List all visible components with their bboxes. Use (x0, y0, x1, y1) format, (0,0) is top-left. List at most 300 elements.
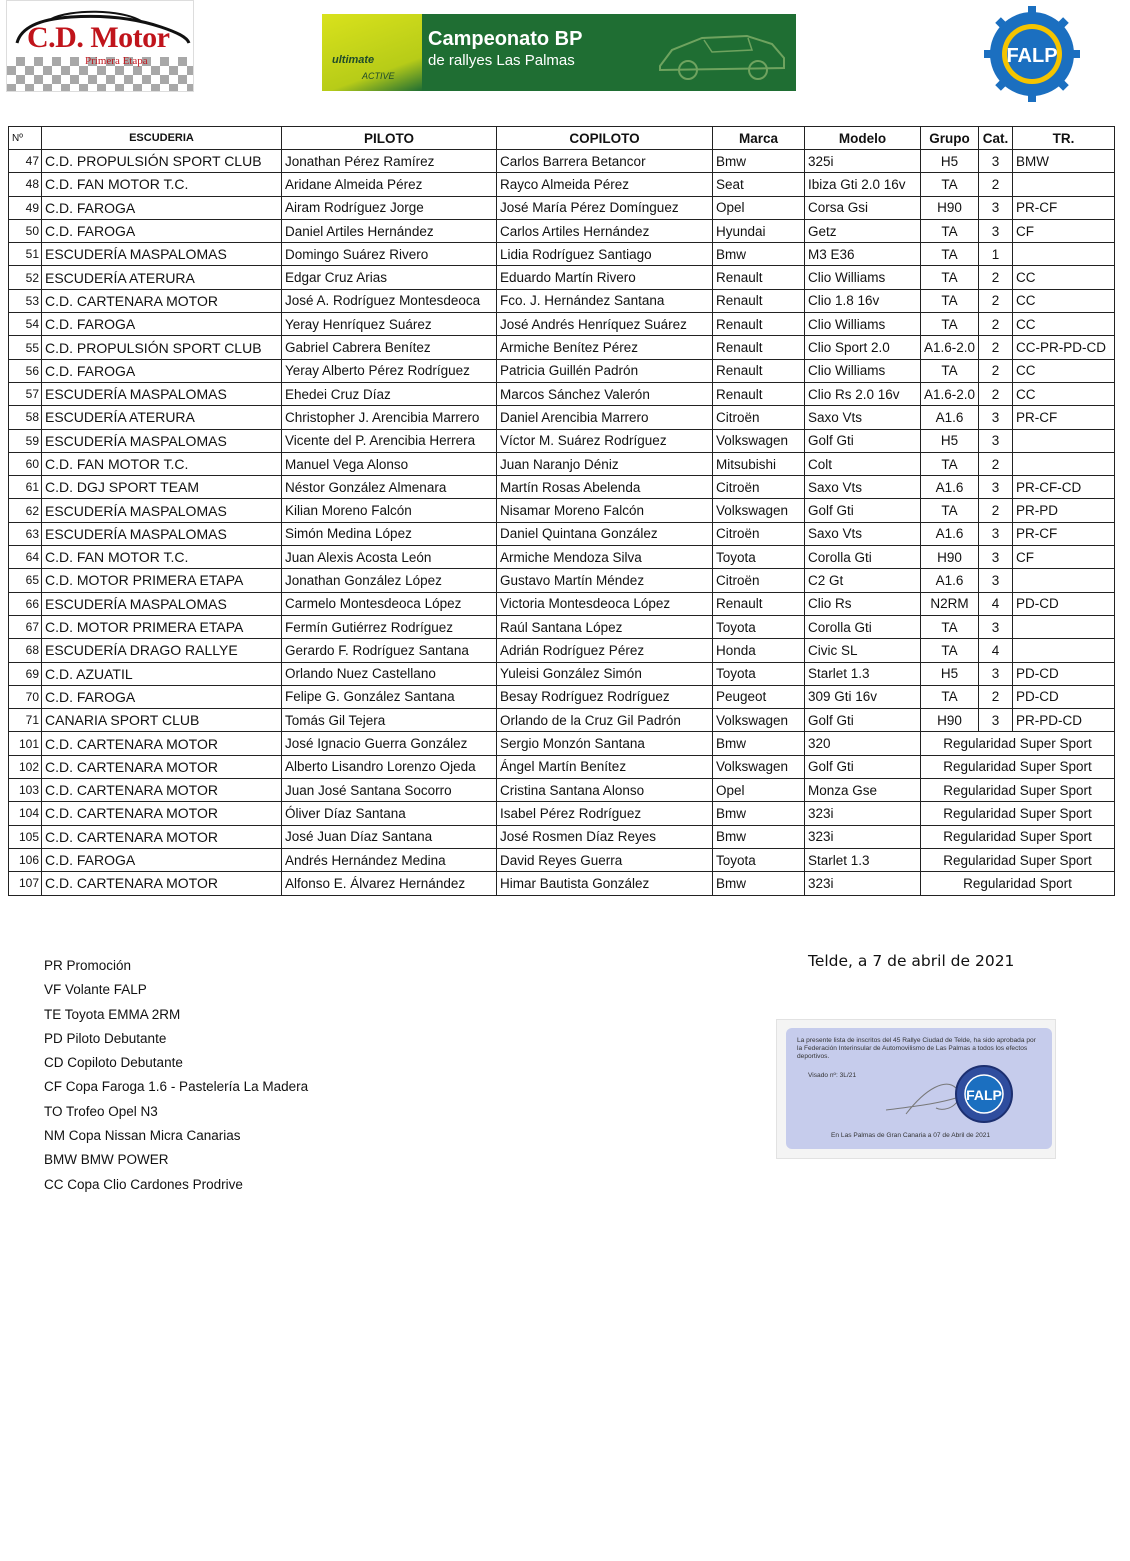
cell-number: 106 (9, 848, 42, 871)
cell-number: 52 (9, 266, 42, 289)
cell-grupo: A1.6 (921, 406, 979, 429)
cell-number: 101 (9, 732, 42, 755)
cell-number: 63 (9, 522, 42, 545)
cell-piloto: Andrés Hernández Medina (282, 848, 497, 871)
cell-escuderia: C.D. FAROGA (42, 196, 282, 219)
cell-copiloto: Adrián Rodríguez Pérez (497, 639, 713, 662)
cell-number: 107 (9, 872, 42, 895)
legend-item: CF Copa Faroga 1.6 - Pastelería La Madera (44, 1079, 309, 1095)
cell-tr: CF (1013, 546, 1115, 569)
cell-marca: Bmw (713, 872, 805, 895)
cell-number: 59 (9, 429, 42, 452)
table-row (9, 779, 1115, 802)
cell-piloto: Felipe G. González Santana (282, 685, 497, 708)
cell-cat: 3 (979, 662, 1013, 685)
cell-grupo: H5 (921, 429, 979, 452)
legend-item: BMW BMW POWER (44, 1152, 169, 1168)
table-row (9, 359, 1115, 382)
cell-grupo: TA (921, 243, 979, 266)
cell-copiloto: Lidia Rodríguez Santiago (497, 243, 713, 266)
col-header-tr: TR. (1013, 127, 1115, 150)
cell-piloto: Ehedei Cruz Díaz (282, 382, 497, 405)
col-header-number: Nº (9, 127, 42, 150)
legend-item: PD Piloto Debutante (44, 1030, 167, 1046)
cell-tr: CC (1013, 382, 1115, 405)
cell-copiloto: Juan Naranjo Déniz (497, 452, 713, 475)
cell-grupo: TA (921, 266, 979, 289)
col-header-cat: Cat. (979, 127, 1013, 150)
cell-copiloto: Patricia Guillén Padrón (497, 359, 713, 382)
cell-piloto: Daniel Artiles Hernández (282, 219, 497, 242)
cell-cat: 2 (979, 382, 1013, 405)
table-row (9, 219, 1115, 242)
cell-marca: Bmw (713, 825, 805, 848)
table-row (9, 825, 1115, 848)
cell-copiloto: Víctor M. Suárez Rodríguez (497, 429, 713, 452)
cell-copiloto: José Rosmen Díaz Reyes (497, 825, 713, 848)
cell-modelo: Golf Gti (805, 755, 921, 778)
cell-modelo: Monza Gse (805, 779, 921, 802)
cell-copiloto: Ángel Martín Benítez (497, 755, 713, 778)
cell-escuderia: C.D. AZUATIL (42, 662, 282, 685)
table-row (9, 452, 1115, 475)
cell-escuderia: ESCUDERÍA MASPALOMAS (42, 499, 282, 522)
cell-marca: Volkswagen (713, 499, 805, 522)
cell-piloto: Simón Medina López (282, 522, 497, 545)
cell-tr (1013, 429, 1115, 452)
cell-modelo: Ibiza Gti 2.0 16v (805, 173, 921, 196)
cell-escuderia: C.D. CARTENARA MOTOR (42, 289, 282, 312)
cell-modelo: C2 Gt (805, 569, 921, 592)
cell-marca: Opel (713, 196, 805, 219)
cell-escuderia: C.D. FAROGA (42, 685, 282, 708)
cell-modelo: Starlet 1.3 (805, 662, 921, 685)
cell-escuderia: ESCUDERÍA MASPALOMAS (42, 429, 282, 452)
cell-escuderia: ESCUDERÍA ATERURA (42, 266, 282, 289)
cell-piloto: Orlando Nuez Castellano (282, 662, 497, 685)
cell-tr (1013, 243, 1115, 266)
cell-marca: Toyota (713, 546, 805, 569)
cell-marca: Hyundai (713, 219, 805, 242)
cell-tr (1013, 615, 1115, 638)
cell-copiloto: Rayco Almeida Pérez (497, 173, 713, 196)
cell-number: 55 (9, 336, 42, 359)
cell-regularidad: Regularidad Super Sport (921, 802, 1115, 825)
cell-escuderia: C.D. CARTENARA MOTOR (42, 779, 282, 802)
cell-escuderia: C.D. CARTENARA MOTOR (42, 825, 282, 848)
cell-marca: Mitsubishi (713, 452, 805, 475)
legend-item: CD Copiloto Debutante (44, 1055, 183, 1071)
cell-grupo: TA (921, 219, 979, 242)
table-row (9, 848, 1115, 871)
cell-modelo: Golf Gti (805, 429, 921, 452)
cell-cat: 2 (979, 452, 1013, 475)
cell-copiloto: Carlos Barrera Betancor (497, 150, 713, 173)
cell-marca: Citroën (713, 522, 805, 545)
championship-banner (322, 14, 796, 91)
cell-modelo: Colt (805, 452, 921, 475)
legend-item: CC Copa Clio Cardones Prodrive (44, 1176, 243, 1192)
cell-regularidad: Regularidad Super Sport (921, 732, 1115, 755)
cell-cat: 2 (979, 359, 1013, 382)
cell-escuderia: C.D. PROPULSIÓN SPORT CLUB (42, 336, 282, 359)
cell-number: 57 (9, 382, 42, 405)
cell-number: 47 (9, 150, 42, 173)
cell-modelo: Clio Rs 2.0 16v (805, 382, 921, 405)
cell-tr (1013, 173, 1115, 196)
cell-piloto: Tomás Gil Tejera (282, 709, 497, 732)
cell-escuderia: ESCUDERÍA ATERURA (42, 406, 282, 429)
cell-number: 103 (9, 779, 42, 802)
cell-piloto: Juan José Santana Socorro (282, 779, 497, 802)
table-row (9, 569, 1115, 592)
cell-piloto: Manuel Vega Alonso (282, 452, 497, 475)
col-header-escuderia: ESCUDERIA (42, 127, 282, 150)
cell-marca: Bmw (713, 802, 805, 825)
cell-modelo: Starlet 1.3 (805, 848, 921, 871)
cell-cat: 2 (979, 685, 1013, 708)
cell-cat: 2 (979, 173, 1013, 196)
seal-text: FALP (966, 1087, 1002, 1103)
cell-number: 70 (9, 685, 42, 708)
cell-modelo: 323i (805, 872, 921, 895)
cell-copiloto: Marcos Sánchez Valerón (497, 382, 713, 405)
cell-piloto: Airam Rodríguez Jorge (282, 196, 497, 219)
cell-copiloto: Victoria Montesdeoca López (497, 592, 713, 615)
col-header-modelo: Modelo (805, 127, 921, 150)
cell-cat: 2 (979, 289, 1013, 312)
table-row (9, 429, 1115, 452)
cell-marca: Toyota (713, 615, 805, 638)
cell-grupo: TA (921, 289, 979, 312)
cell-tr: PR-CF-CD (1013, 476, 1115, 499)
falp-federation-logo (984, 6, 1080, 102)
cell-copiloto: Cristina Santana Alonso (497, 779, 713, 802)
cell-number: 51 (9, 243, 42, 266)
cell-number: 48 (9, 173, 42, 196)
cell-grupo: A1.6 (921, 522, 979, 545)
signature-seal-icon (886, 1058, 1016, 1128)
table-row (9, 546, 1115, 569)
cell-cat: 2 (979, 266, 1013, 289)
table-row (9, 639, 1115, 662)
table-row (9, 872, 1115, 895)
cell-number: 68 (9, 639, 42, 662)
cell-tr: CC (1013, 359, 1115, 382)
cell-copiloto: Gustavo Martín Méndez (497, 569, 713, 592)
cell-piloto: Vicente del P. Arencibia Herrera (282, 429, 497, 452)
cell-piloto: Óliver Díaz Santana (282, 802, 497, 825)
cell-grupo: TA (921, 313, 979, 336)
banner-brand-sub: ACTIVE (362, 71, 395, 81)
cell-grupo: H90 (921, 709, 979, 732)
col-header-grupo: Grupo (921, 127, 979, 150)
cell-modelo: 309 Gti 16v (805, 685, 921, 708)
cell-marca: Volkswagen (713, 709, 805, 732)
cell-grupo: A1.6 (921, 569, 979, 592)
cell-escuderia: C.D. CARTENARA MOTOR (42, 732, 282, 755)
cell-copiloto: Daniel Arencibia Marrero (497, 406, 713, 429)
cell-escuderia: C.D. FAN MOTOR T.C. (42, 452, 282, 475)
cell-tr: PR-PD-CD (1013, 709, 1115, 732)
cell-copiloto: Eduardo Martín Rivero (497, 266, 713, 289)
cell-copiloto: Nisamar Moreno Falcón (497, 499, 713, 522)
cell-number: 64 (9, 546, 42, 569)
cell-cat: 3 (979, 196, 1013, 219)
cell-number: 53 (9, 289, 42, 312)
cell-marca: Opel (713, 779, 805, 802)
cell-modelo: Clio 1.8 16v (805, 289, 921, 312)
table-row (9, 150, 1115, 173)
legend-item: PR Promoción (44, 958, 132, 973)
cell-tr (1013, 569, 1115, 592)
cell-grupo: H5 (921, 662, 979, 685)
cell-escuderia: C.D. FAN MOTOR T.C. (42, 546, 282, 569)
col-header-marca: Marca (713, 127, 805, 150)
cell-marca: Seat (713, 173, 805, 196)
cell-cat: 2 (979, 313, 1013, 336)
cell-grupo: N2RM (921, 592, 979, 615)
cell-escuderia: C.D. CARTENARA MOTOR (42, 872, 282, 895)
cell-copiloto: Daniel Quintana González (497, 522, 713, 545)
table-row (9, 685, 1115, 708)
cell-grupo: A1.6-2.0 (921, 382, 979, 405)
rally-car-icon (652, 20, 792, 86)
cell-copiloto: Himar Bautista González (497, 872, 713, 895)
cell-modelo: 325i (805, 150, 921, 173)
cell-escuderia: ESCUDERÍA DRAGO RALLYE (42, 639, 282, 662)
cell-tr: PR-CF (1013, 196, 1115, 219)
cell-modelo: 323i (805, 825, 921, 848)
cell-marca: Renault (713, 592, 805, 615)
cell-modelo: Corolla Gti (805, 615, 921, 638)
stamp-footer: En Las Palmas de Gran Canaria a 07 de Abril de 2021 (831, 1132, 991, 1139)
cell-cat: 3 (979, 709, 1013, 732)
cell-marca: Volkswagen (713, 755, 805, 778)
cell-grupo: TA (921, 499, 979, 522)
abbreviation-legend (44, 954, 308, 1197)
club-logo-subtitle: Primera Etapa (85, 55, 148, 67)
table-row (9, 406, 1115, 429)
cell-tr: PD-CD (1013, 592, 1115, 615)
entry-list-table (8, 126, 1115, 896)
stamp-text: La presente lista de inscritos del 45 Rallye Ciudad de Telde, ha sido aprobada por la Federación Interinsular de Automovilismo de Las Palmas a todos los efectos deportivos. (797, 1037, 1036, 1060)
cell-escuderia: C.D. FAROGA (42, 219, 282, 242)
table-header-row (9, 127, 1115, 150)
cell-tr: CC (1013, 266, 1115, 289)
cell-escuderia: C.D. PROPULSIÓN SPORT CLUB (42, 150, 282, 173)
table-row (9, 313, 1115, 336)
cell-escuderia: ESCUDERÍA MASPALOMAS (42, 522, 282, 545)
cell-copiloto: Besay Rodríguez Rodríguez (497, 685, 713, 708)
cell-tr: CC-PR-PD-CD (1013, 336, 1115, 359)
club-logo-name: C.D. Motor (27, 21, 170, 54)
table-row (9, 592, 1115, 615)
cell-modelo: Clio Sport 2.0 (805, 336, 921, 359)
cell-piloto: Domingo Suárez Rivero (282, 243, 497, 266)
cell-escuderia: C.D. MOTOR PRIMERA ETAPA (42, 615, 282, 638)
cell-number: 67 (9, 615, 42, 638)
cell-tr: PR-CF (1013, 522, 1115, 545)
cell-number: 54 (9, 313, 42, 336)
cell-escuderia: C.D. CARTENARA MOTOR (42, 802, 282, 825)
table-row (9, 476, 1115, 499)
table-row (9, 336, 1115, 359)
cell-piloto: Gerardo F. Rodríguez Santana (282, 639, 497, 662)
cell-piloto: Néstor González Almenara (282, 476, 497, 499)
cell-modelo: Saxo Vts (805, 522, 921, 545)
cell-grupo: H5 (921, 150, 979, 173)
cell-escuderia: ESCUDERÍA MASPALOMAS (42, 243, 282, 266)
cell-number: 69 (9, 662, 42, 685)
cell-regularidad: Regularidad Super Sport (921, 779, 1115, 802)
cell-number: 104 (9, 802, 42, 825)
cell-copiloto: Isabel Pérez Rodríguez (497, 802, 713, 825)
table-row (9, 732, 1115, 755)
cell-marca: Citroën (713, 569, 805, 592)
cell-tr: BMW (1013, 150, 1115, 173)
falp-logo-text: FALP (1006, 45, 1058, 67)
cell-number: 50 (9, 219, 42, 242)
cell-piloto: José A. Rodríguez Montesdeoca (282, 289, 497, 312)
cell-piloto: Jonathan Pérez Ramírez (282, 150, 497, 173)
cell-grupo: H90 (921, 196, 979, 219)
cell-escuderia: C.D. FAROGA (42, 313, 282, 336)
cell-marca: Volkswagen (713, 429, 805, 452)
cell-modelo: Corsa Gsi (805, 196, 921, 219)
cell-copiloto: Martín Rosas Abelenda (497, 476, 713, 499)
cell-number: 56 (9, 359, 42, 382)
cell-marca: Renault (713, 336, 805, 359)
cell-modelo: 323i (805, 802, 921, 825)
table-row (9, 755, 1115, 778)
cell-number: 62 (9, 499, 42, 522)
cell-piloto: Yeray Henríquez Suárez (282, 313, 497, 336)
legend-item: TE Toyota EMMA 2RM (44, 1006, 181, 1022)
cell-number: 105 (9, 825, 42, 848)
cell-number: 65 (9, 569, 42, 592)
cell-escuderia: ESCUDERÍA MASPALOMAS (42, 382, 282, 405)
cell-copiloto: Orlando de la Cruz Gil Padrón (497, 709, 713, 732)
cell-marca: Peugeot (713, 685, 805, 708)
table-row (9, 662, 1115, 685)
cell-grupo: A1.6 (921, 476, 979, 499)
cell-piloto: Aridane Almeida Pérez (282, 173, 497, 196)
cell-modelo: Golf Gti (805, 499, 921, 522)
cell-tr: CC (1013, 313, 1115, 336)
cell-grupo: H90 (921, 546, 979, 569)
cell-modelo: Clio Rs (805, 592, 921, 615)
cell-tr: PR-PD (1013, 499, 1115, 522)
legend-item: TO Trofeo Opel N3 (44, 1103, 158, 1119)
cell-modelo: Saxo Vts (805, 406, 921, 429)
legend-item: VF Volante FALP (44, 982, 147, 998)
approval-stamp (776, 1019, 1056, 1159)
cell-piloto: Kilian Moreno Falcón (282, 499, 497, 522)
cell-escuderia: CANARIA SPORT CLUB (42, 709, 282, 732)
table-row (9, 243, 1115, 266)
cell-cat: 3 (979, 476, 1013, 499)
cell-tr: PR-CF (1013, 406, 1115, 429)
table-row (9, 499, 1115, 522)
cell-escuderia: C.D. FAN MOTOR T.C. (42, 173, 282, 196)
banner-subtitle: de rallyes Las Palmas (428, 52, 575, 69)
cell-cat: 3 (979, 406, 1013, 429)
cell-piloto: Alfonso E. Álvarez Hernández (282, 872, 497, 895)
cell-escuderia: C.D. DGJ SPORT TEAM (42, 476, 282, 499)
cell-piloto: José Ignacio Guerra González (282, 732, 497, 755)
cell-piloto: Fermín Gutiérrez Rodríguez (282, 615, 497, 638)
cell-copiloto: José Andrés Henríquez Suárez (497, 313, 713, 336)
cell-cat: 3 (979, 150, 1013, 173)
cell-tr: CF (1013, 219, 1115, 242)
cell-number: 71 (9, 709, 42, 732)
cell-escuderia: C.D. FAROGA (42, 359, 282, 382)
cell-grupo: TA (921, 359, 979, 382)
cell-modelo: Clio Williams (805, 313, 921, 336)
banner-brand: ultimate (332, 54, 375, 66)
table-row (9, 382, 1115, 405)
legend-item: NM Copa Nissan Micra Canarias (44, 1128, 241, 1144)
table-row (9, 173, 1115, 196)
cell-cat: 2 (979, 499, 1013, 522)
banner-title: Campeonato BP (428, 28, 583, 50)
cell-tr: PD-CD (1013, 685, 1115, 708)
cell-copiloto: Raúl Santana López (497, 615, 713, 638)
cell-escuderia: C.D. FAROGA (42, 848, 282, 871)
cell-marca: Bmw (713, 243, 805, 266)
cell-modelo: Saxo Vts (805, 476, 921, 499)
cell-number: 60 (9, 452, 42, 475)
cell-cat: 3 (979, 429, 1013, 452)
cell-grupo: TA (921, 639, 979, 662)
cell-copiloto: David Reyes Guerra (497, 848, 713, 871)
cell-modelo: Getz (805, 219, 921, 242)
cell-regularidad: Regularidad Super Sport (921, 848, 1115, 871)
cell-grupo: TA (921, 615, 979, 638)
date-line: Telde, a 7 de abril de 2021 (808, 952, 1015, 970)
cell-piloto: Gabriel Cabrera Benítez (282, 336, 497, 359)
stamp-card (786, 1028, 1052, 1149)
cell-piloto: Edgar Cruz Arias (282, 266, 497, 289)
cell-copiloto: Sergio Monzón Santana (497, 732, 713, 755)
table-row (9, 196, 1115, 219)
stamp-visado: Visado nº: 3L/21 (808, 1072, 857, 1079)
cell-regularidad: Regularidad Super Sport (921, 755, 1115, 778)
cell-copiloto: Carlos Artiles Hernández (497, 219, 713, 242)
cell-copiloto: José María Pérez Domínguez (497, 196, 713, 219)
cell-tr (1013, 452, 1115, 475)
table-row (9, 266, 1115, 289)
cell-cat: 2 (979, 336, 1013, 359)
cell-copiloto: Armiche Benítez Pérez (497, 336, 713, 359)
cell-marca: Citroën (713, 406, 805, 429)
cell-grupo: TA (921, 685, 979, 708)
cell-piloto: Alberto Lisandro Lorenzo Ojeda (282, 755, 497, 778)
cell-marca: Renault (713, 289, 805, 312)
cell-escuderia: C.D. MOTOR PRIMERA ETAPA (42, 569, 282, 592)
cell-modelo: M3 E36 (805, 243, 921, 266)
cell-grupo: TA (921, 452, 979, 475)
cell-copiloto: Yuleisi González Simón (497, 662, 713, 685)
cell-marca: Toyota (713, 848, 805, 871)
cell-cat: 4 (979, 592, 1013, 615)
cell-piloto: Christopher J. Arencibia Marrero (282, 406, 497, 429)
cell-number: 102 (9, 755, 42, 778)
cell-marca: Citroën (713, 476, 805, 499)
table-row (9, 522, 1115, 545)
cell-marca: Toyota (713, 662, 805, 685)
